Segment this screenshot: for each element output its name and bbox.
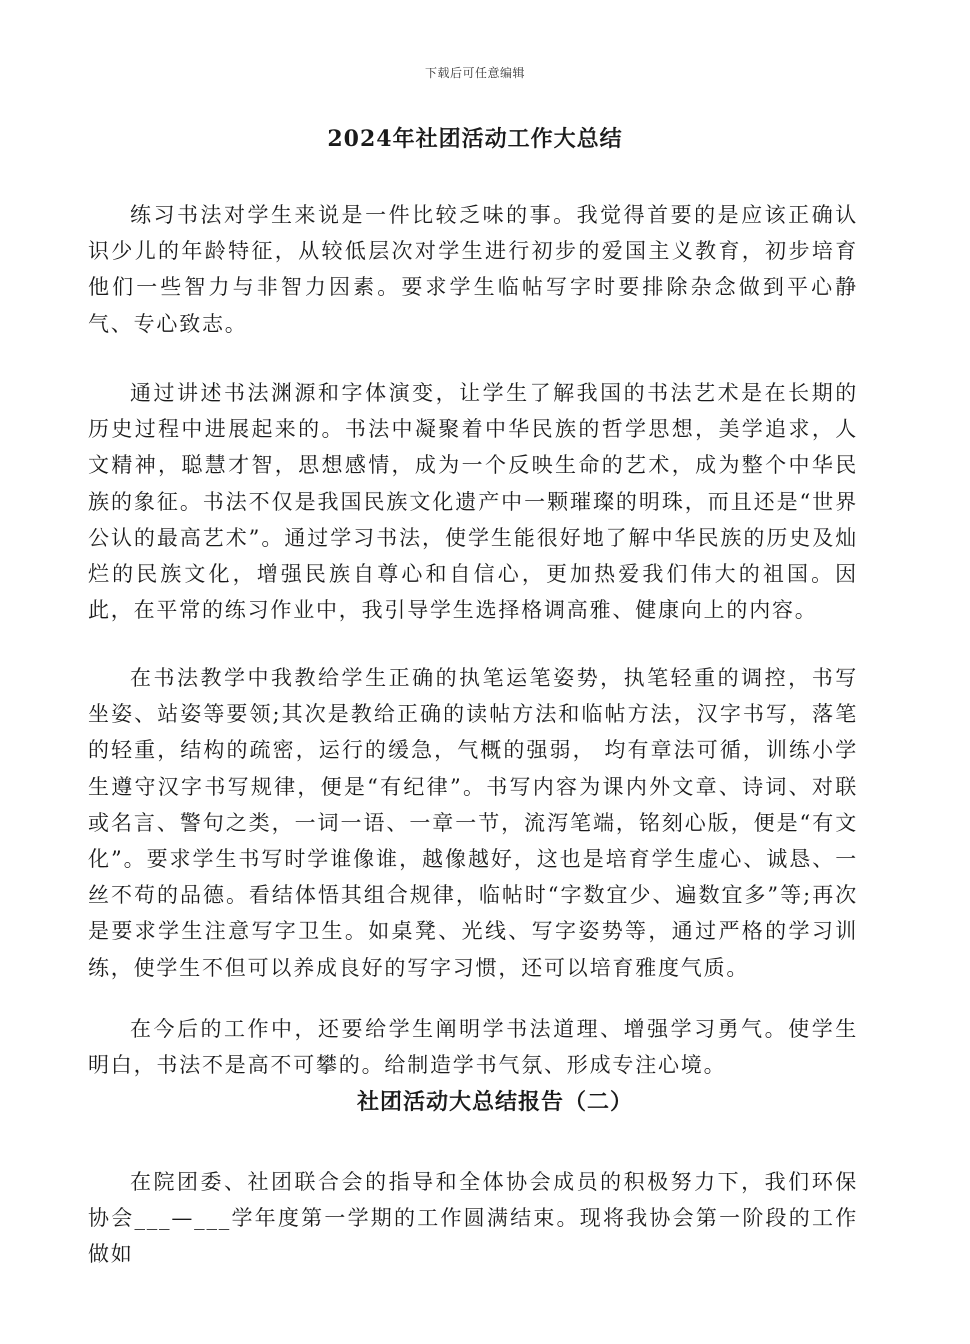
paragraph-1: 练习书法对学生来说是一件比较乏味的事。我觉得首要的是应该正确认识少儿的年龄特征，从较低层次对学生进行初步的爱国主义教育，初步培育他们一些智力与非智力因素。要求学生临帖写字时要排除杂念做到平心静气、专心致志。 [88,203,858,336]
section-subtitle: 社团活动大总结报告（二） [356,1089,633,1115]
header-note: 下载后可任意编辑 [424,66,525,80]
section2-paragraph: 在院团委、社团联合会的指导和全体协会成员的积极努力下，我们环保协会___—___学年度第一学期的工作圆满结束。现将我协会第一阶段的工作做如 [88,1170,858,1267]
paragraph-3: 在书法教学中我教给学生正确的执笔运笔姿势，执笔轻重的调控，书写坐姿、站姿等要领;其次是教给正确的读帖方法和临帖方法，汉字书写，落笔的轻重，结构的疏密，运行的缓急，气概的强弱， 均有章法可循，训练小学生遵守汉字书写规律，便是“有纪律”。书写内容为课内外文章、诗词、对联或名言、警句之类，一词一语、一章一节，流泻笔端，铭刻心版，便是“有文化”。要求学生书写时学谁像谁，越像越好，这也是培育学生虚心、诚恳、一丝不苟的品德。看结体悟其组合规律，临帖时“字数宜少、遍数宜多”等;再次是要求学生注意写字卫生。如桌凳、光线、写字姿势等，通过严格的学习训练，使学生不但可以养成良好的写字习惯，还可以培育雅度气质。 [88,666,858,980]
paragraph-2: 通过讲述书法渊源和字体演变，让学生了解我国的书法艺术是在长期的历史过程中进展起来的。书法中凝聚着中华民族的哲学思想，美学追求，人文精神，聪慧才智，思想感情，成为一个反映生命的艺术，成为整个中华民族的象征。书法不仅是我国民族文化遗产中一颗璀璨的明珠，而且还是“世界公认的最高艺术”。通过学习书法，使学生能很好地了解中华民族的历史及灿烂的民族文化，增强民族自尊心和自信心，更加热爱我们伟大的祖国。因此，在平常的练习作业中，我引导学生选择格调高雅、健康向上的内容。 [88,381,858,623]
paragraph-4: 在今后的工作中，还要给学生阐明学书法道理、增强学习勇气。使学生明白，书法不是高不可攀的。给制造学书气氛、形成专注心境。 [88,1017,858,1078]
document-title: 2024年社团活动工作大总结 [327,126,623,152]
